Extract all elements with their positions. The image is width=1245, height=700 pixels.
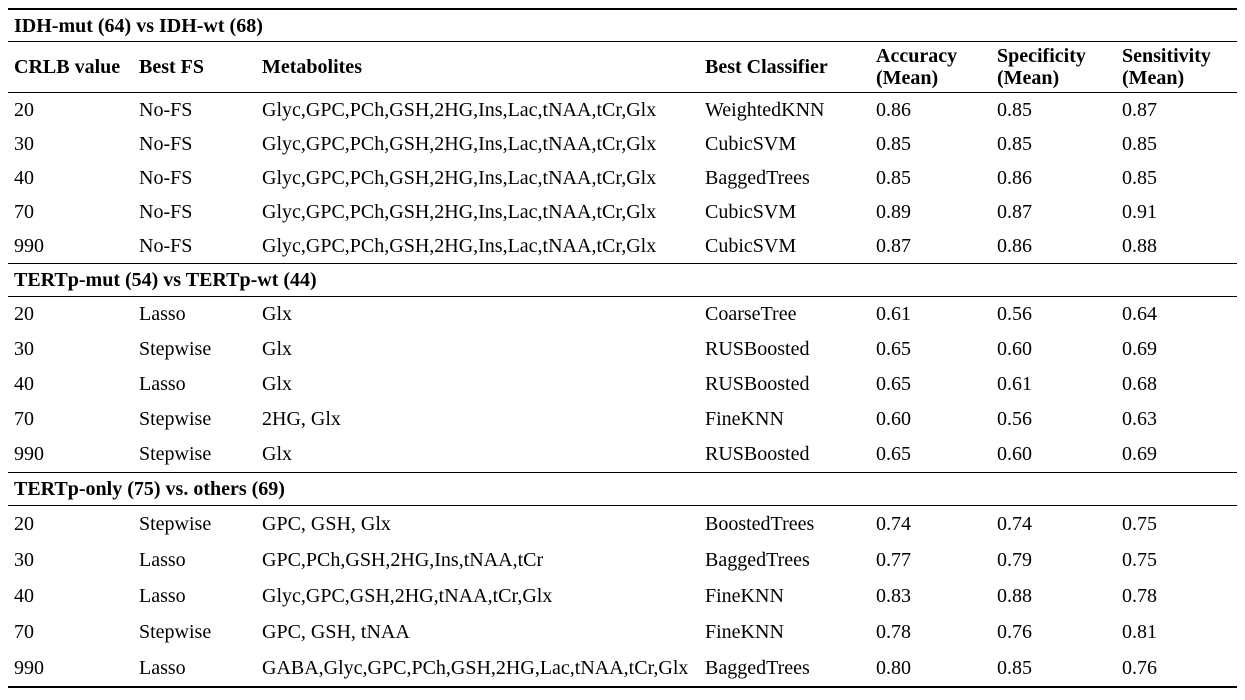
best-fs-cell: No-FS (139, 234, 193, 257)
classifier-cell: RUSBoosted (705, 373, 810, 395)
classifier-cell: FineKNN (705, 408, 784, 430)
accuracy-cell: 0.86 (876, 98, 911, 121)
metabolites-cell: Glyc,GPC,PCh,GSH,2HG,Ins,Lac,tNAA,tCr,Glx (262, 200, 657, 223)
classifier-cell: CubicSVM (705, 132, 797, 155)
best-fs-cell: No-FS (139, 200, 193, 223)
metabolites-cell: GPC,PCh,GSH,2HG,Ins,tNAA,tCr (262, 548, 544, 571)
table-row (8, 229, 1237, 263)
best-fs-cell: Lasso (139, 656, 186, 679)
crlb-cell: 70 (14, 408, 34, 430)
specificity-cell: 0.56 (997, 303, 1032, 325)
best-fs-cell: Stepwise (139, 443, 212, 465)
table-row (8, 195, 1237, 229)
specificity-cell: 0.85 (997, 132, 1032, 155)
sensitivity-cell: 0.85 (1122, 132, 1157, 155)
accuracy-cell: 0.65 (876, 373, 911, 395)
specificity-cell: 0.85 (997, 656, 1032, 679)
classifier-cell: FineKNN (705, 620, 784, 643)
specificity-cell: 0.79 (997, 548, 1032, 571)
best-fs-cell: Stepwise (139, 512, 212, 535)
classifier-cell: BaggedTrees (705, 548, 810, 571)
metabolites-cell: Glyc,GPC,PCh,GSH,2HG,Ins,Lac,tNAA,tCr,Glx (262, 132, 657, 155)
specificity-cell: 0.61 (997, 373, 1032, 395)
metabolites-cell: GABA,Glyc,GPC,PCh,GSH,2HG,Lac,tNAA,tCr,Glx (262, 656, 689, 679)
section-idh-rows (8, 93, 1237, 263)
metabolites-cell: Glyc,GPC,GSH,2HG,tNAA,tCr,Glx (262, 584, 553, 607)
classification-results-table (8, 8, 1237, 688)
specificity-cell: 0.56 (997, 408, 1032, 430)
classifier-cell: CubicSVM (705, 234, 797, 257)
classifier-cell: BaggedTrees (705, 656, 810, 679)
accuracy-cell: 0.80 (876, 656, 911, 679)
accuracy-cell: 0.65 (876, 443, 911, 465)
best-fs-cell: Stepwise (139, 338, 212, 360)
accuracy-cell: 0.83 (876, 584, 911, 607)
table-row (8, 402, 1237, 437)
section-tertp-mut-rows (8, 297, 1237, 472)
crlb-cell: 70 (14, 620, 34, 643)
column-header-best-classifier: Best Classifier (705, 56, 828, 78)
column-header-crlb: CRLB value (14, 56, 121, 78)
table-row (8, 614, 1237, 650)
table-row (8, 437, 1237, 472)
specificity-cell: 0.60 (997, 338, 1032, 360)
sensitivity-cell: 0.85 (1122, 166, 1157, 189)
sensitivity-cell: 0.64 (1122, 303, 1157, 325)
column-header-row (8, 42, 1237, 93)
classifier-cell: CubicSVM (705, 200, 797, 223)
classifier-cell: BaggedTrees (705, 166, 810, 189)
crlb-cell: 30 (14, 548, 34, 571)
best-fs-cell: Lasso (139, 584, 186, 607)
accuracy-cell: 0.78 (876, 620, 911, 643)
crlb-cell: 990 (14, 234, 44, 257)
classifier-cell: WeightedKNN (705, 98, 825, 121)
sensitivity-cell: 0.75 (1122, 548, 1157, 571)
classifier-cell: RUSBoosted (705, 443, 810, 465)
best-fs-cell: Lasso (139, 373, 186, 395)
metabolites-cell: Glx (262, 373, 292, 395)
metabolites-cell: Glyc,GPC,PCh,GSH,2HG,Ins,Lac,tNAA,tCr,Glx (262, 234, 657, 257)
section-tertp-only-rows (8, 506, 1237, 686)
best-fs-cell: Stepwise (139, 408, 212, 430)
table-row (8, 506, 1237, 542)
crlb-cell: 40 (14, 584, 34, 607)
metabolites-cell: Glyc,GPC,PCh,GSH,2HG,Ins,Lac,tNAA,tCr,Glx (262, 166, 657, 189)
sensitivity-cell: 0.69 (1122, 443, 1157, 465)
best-fs-cell: No-FS (139, 166, 193, 189)
classifier-cell: BoostedTrees (705, 512, 815, 535)
specificity-cell: 0.76 (997, 620, 1032, 643)
sensitivity-cell: 0.76 (1122, 656, 1157, 679)
column-header-metabolites: Metabolites (262, 56, 362, 78)
column-header-best-fs: Best FS (139, 56, 204, 78)
best-fs-cell: Lasso (139, 548, 186, 571)
sensitivity-cell: 0.81 (1122, 620, 1157, 643)
accuracy-cell: 0.61 (876, 303, 911, 325)
accuracy-cell: 0.60 (876, 408, 911, 430)
accuracy-cell: 0.85 (876, 166, 911, 189)
crlb-cell: 990 (14, 443, 44, 465)
specificity-cell: 0.87 (997, 200, 1032, 223)
crlb-cell: 70 (14, 200, 34, 223)
crlb-cell: 30 (14, 132, 34, 155)
sensitivity-cell: 0.68 (1122, 373, 1157, 395)
sensitivity-cell: 0.78 (1122, 584, 1157, 607)
column-header-specificity: Specificity (Mean) (997, 45, 1086, 89)
accuracy-cell: 0.65 (876, 338, 911, 360)
accuracy-cell: 0.74 (876, 512, 911, 535)
specificity-cell: 0.60 (997, 443, 1032, 465)
crlb-cell: 20 (14, 512, 34, 535)
metabolites-cell: 2HG, Glx (262, 408, 341, 430)
sensitivity-cell: 0.63 (1122, 408, 1157, 430)
metabolites-cell: Glx (262, 338, 292, 360)
accuracy-cell: 0.89 (876, 200, 911, 223)
classifier-cell: FineKNN (705, 584, 784, 607)
column-header-accuracy: Accuracy (Mean) (876, 45, 958, 89)
metabolites-cell: Glx (262, 303, 292, 325)
table-row (8, 332, 1237, 367)
metabolites-cell: Glyc,GPC,PCh,GSH,2HG,Ins,Lac,tNAA,tCr,Glx (262, 98, 657, 121)
table-row (8, 578, 1237, 614)
best-fs-cell: Lasso (139, 303, 186, 325)
section-title-tertp-mut: TERTp-mut (54) vs TERTp-wt (44) (8, 263, 1237, 297)
crlb-cell: 990 (14, 656, 44, 679)
section-title-tertp-only: TERTp-only (75) vs. others (69) (8, 472, 1237, 506)
metabolites-cell: GPC, GSH, tNAA (262, 620, 410, 643)
best-fs-cell: No-FS (139, 132, 193, 155)
crlb-cell: 20 (14, 98, 34, 121)
crlb-cell: 20 (14, 303, 34, 325)
table-row (8, 297, 1237, 332)
crlb-cell: 40 (14, 166, 34, 189)
table-row (8, 367, 1237, 402)
table-row (8, 542, 1237, 578)
specificity-cell: 0.86 (997, 166, 1032, 189)
accuracy-cell: 0.85 (876, 132, 911, 155)
metabolites-cell: GPC, GSH, Glx (262, 512, 391, 535)
classifier-cell: CoarseTree (705, 303, 797, 325)
sensitivity-cell: 0.91 (1122, 200, 1157, 223)
best-fs-cell: Stepwise (139, 620, 212, 643)
best-fs-cell: No-FS (139, 98, 193, 121)
crlb-cell: 30 (14, 338, 34, 360)
accuracy-cell: 0.87 (876, 234, 911, 257)
section-title-idh: IDH-mut (64) vs IDH-wt (68) (8, 10, 1237, 42)
specificity-cell: 0.86 (997, 234, 1032, 257)
specificity-cell: 0.74 (997, 512, 1032, 535)
table-row (8, 650, 1237, 686)
classifier-cell: RUSBoosted (705, 338, 810, 360)
sensitivity-cell: 0.87 (1122, 98, 1157, 121)
crlb-cell: 40 (14, 373, 34, 395)
sensitivity-cell: 0.88 (1122, 234, 1157, 257)
table-row (8, 161, 1237, 195)
table-row (8, 127, 1237, 161)
metabolites-cell: Glx (262, 443, 292, 465)
specificity-cell: 0.88 (997, 584, 1032, 607)
specificity-cell: 0.85 (997, 98, 1032, 121)
sensitivity-cell: 0.69 (1122, 338, 1157, 360)
table-row (8, 93, 1237, 127)
accuracy-cell: 0.77 (876, 548, 911, 571)
sensitivity-cell: 0.75 (1122, 512, 1157, 535)
column-header-sensitivity: Sensitivity (Mean) (1122, 45, 1211, 89)
